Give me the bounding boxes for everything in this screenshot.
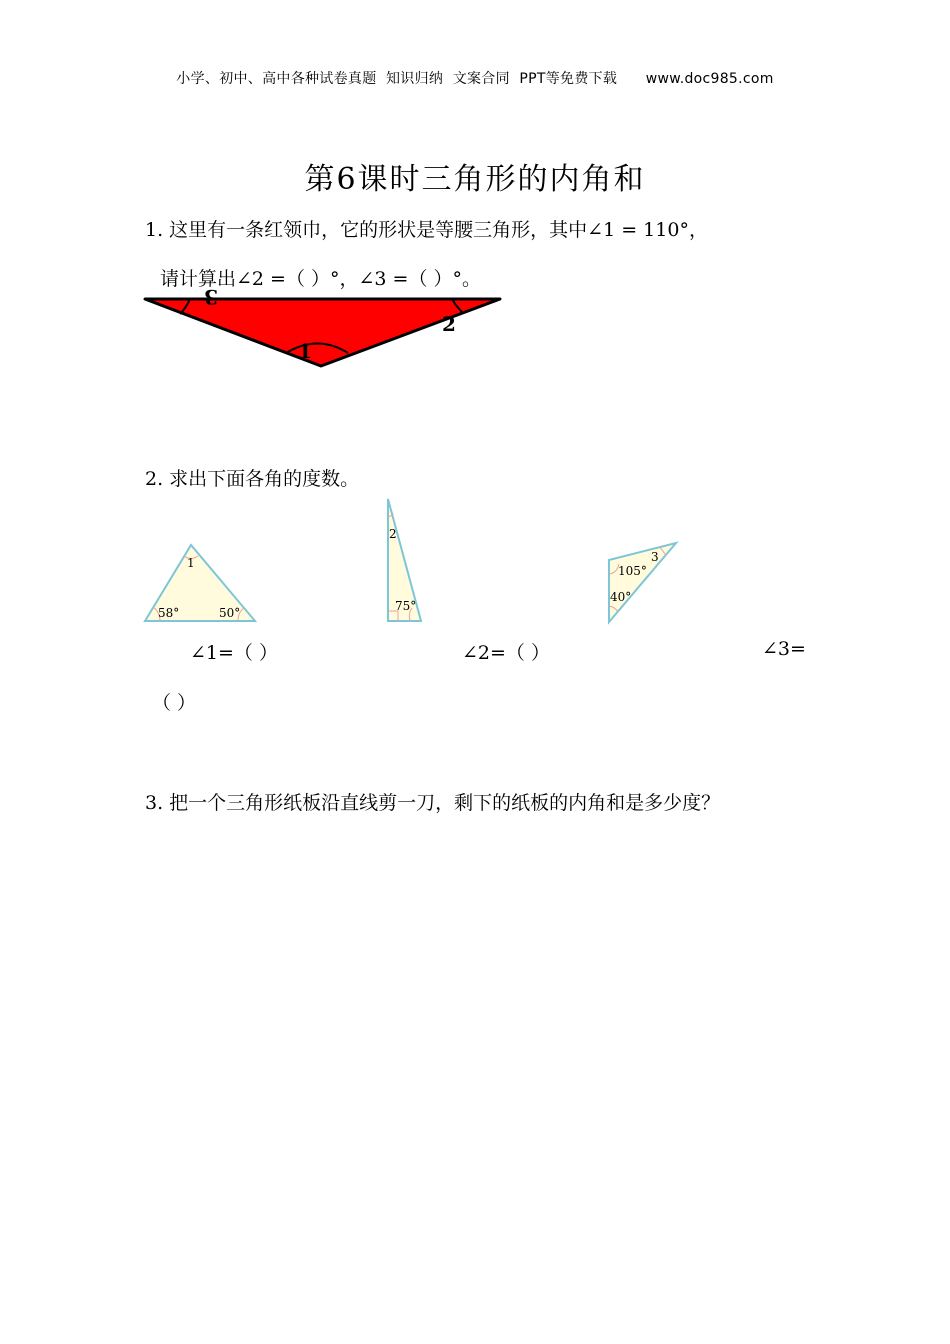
triangle-3-angle-40: 40° xyxy=(610,590,632,604)
question-1-line-1: 1. 这里有一条红领巾，它的形状是等腰三角形，其中∠1 = 110°， xyxy=(145,219,708,241)
triangle-3-angle-3: 3 xyxy=(651,550,659,564)
answer-angle-3-blank: （ ） xyxy=(152,692,197,714)
triangle-2 xyxy=(388,499,421,621)
page-title: 第6课时三角形的内角和 xyxy=(304,162,646,197)
header-url: www.doc985.com xyxy=(645,71,774,87)
answer-angle-3-label: ∠3= xyxy=(762,638,806,660)
triangle-2-angle-2: 2 xyxy=(389,527,397,541)
question-3: 3. 把一个三角形纸板沿直线剪一刀，剩下的纸板的内角和是多少度？ xyxy=(145,792,721,814)
header-text: 小学、初中、高中各种试卷真题 知识归纳 文案合同 PPT等免费下载 xyxy=(176,71,618,87)
angle-3-label: 3 xyxy=(204,285,218,309)
triangle-1-angle-1: 1 xyxy=(187,556,195,570)
triangle-3-angle-105: 105° xyxy=(618,564,647,578)
question-2-prompt: 2. 求出下面各角的度数。 xyxy=(145,468,360,490)
triangle-3 xyxy=(609,543,676,622)
angle-2-label: 2 xyxy=(442,312,456,336)
question-1-line-2: 请计算出∠2 =（ ）°，∠3 =（ ）°。 xyxy=(160,268,482,290)
triangle-1-angle-50: 50° xyxy=(219,606,241,620)
triangle-1-angle-58: 58° xyxy=(158,606,180,620)
triangle-2-angle-75: 75° xyxy=(395,599,417,613)
red-scarf-triangle xyxy=(145,285,500,366)
answer-angle-2: ∠2=（ ） xyxy=(462,642,550,664)
triangle-1 xyxy=(145,545,255,621)
answer-angle-1: ∠1=（ ） xyxy=(190,642,278,664)
angle-1-label: 1 xyxy=(298,339,312,363)
